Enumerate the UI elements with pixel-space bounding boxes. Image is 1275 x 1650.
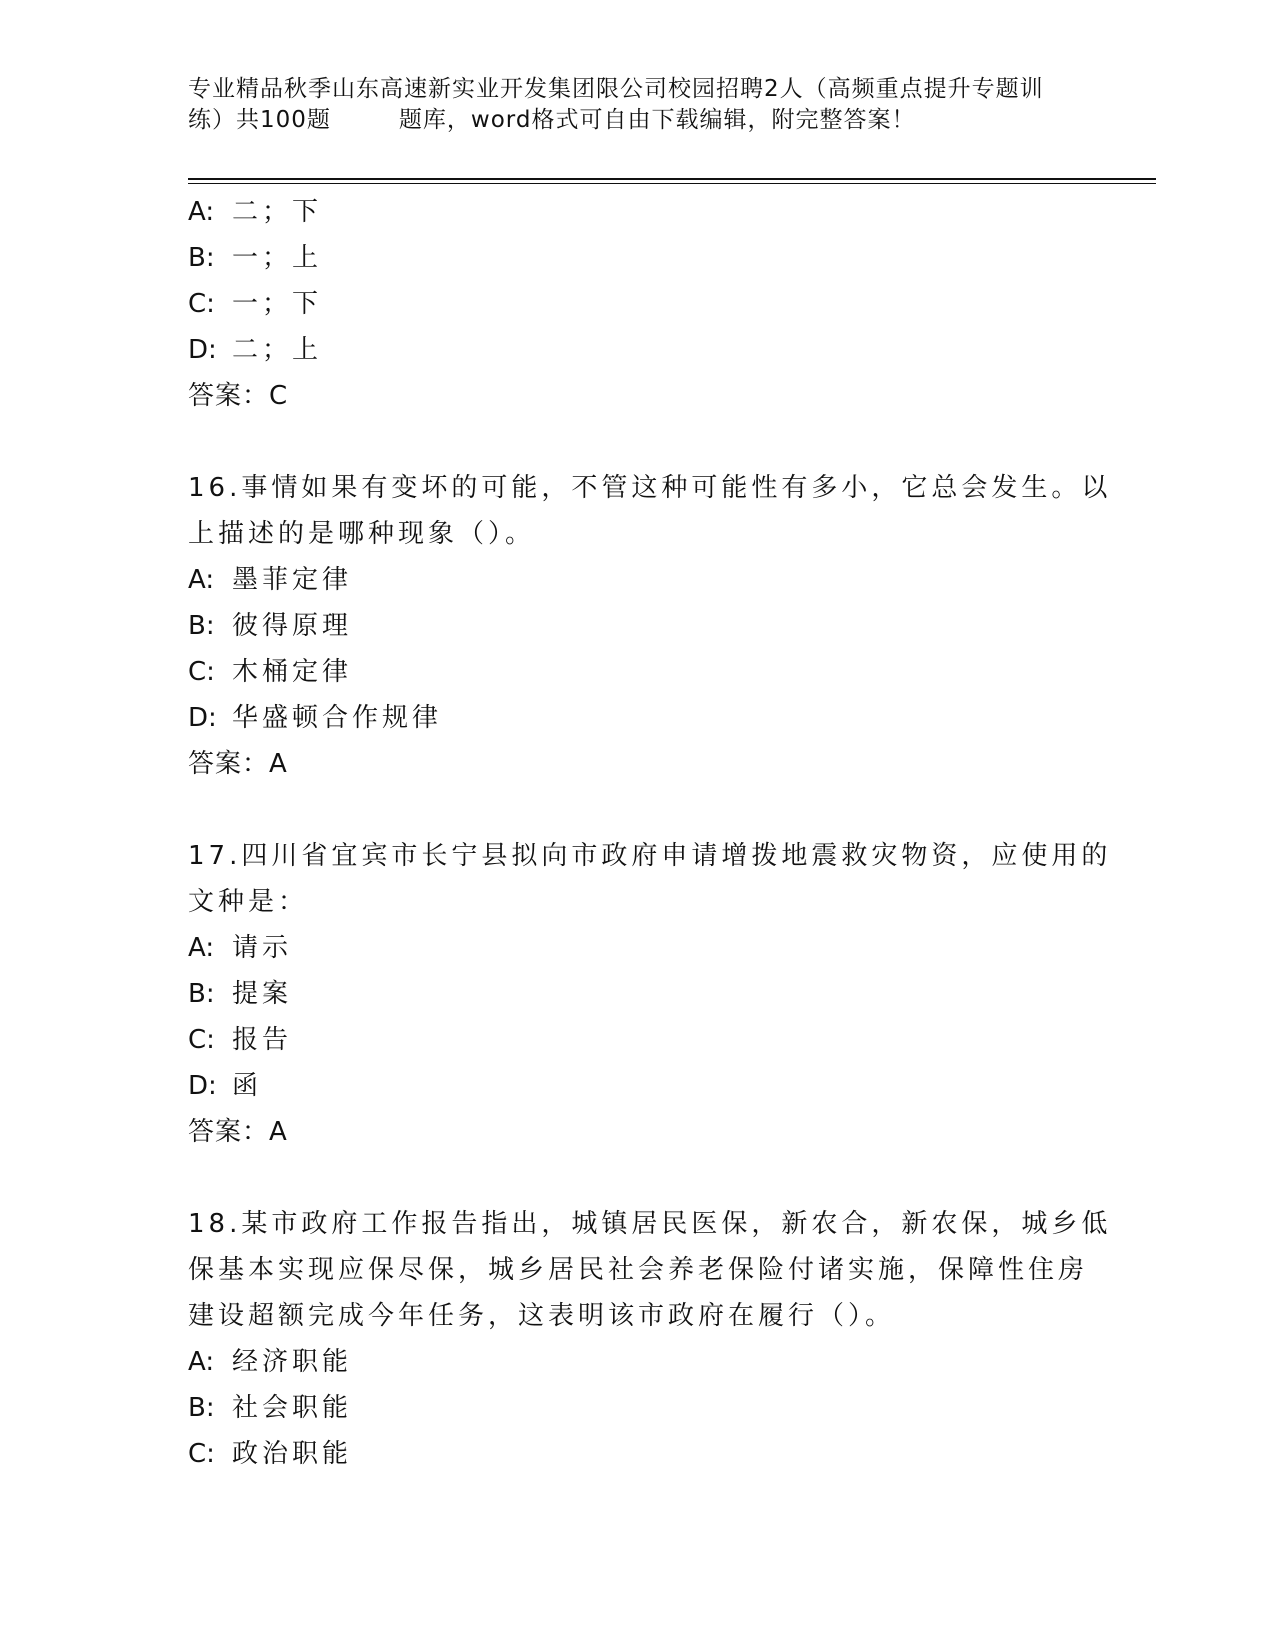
header-line-2b: 题库，word格式可自由下载编辑，附完整答案！ [398, 107, 916, 133]
question-stem: 建设超额完成今年任务，这表明该市政府在履行（）。 [188, 1301, 896, 1331]
page-header [188, 74, 1088, 136]
option-c: C: 木桶定律 [188, 657, 353, 687]
option-a: A: 请示 [188, 933, 293, 963]
question-17 [188, 833, 1112, 1155]
option-c: C: 报告 [188, 1025, 293, 1055]
question-15 [188, 189, 1088, 419]
option-d: D: 函 [188, 1071, 263, 1101]
header-divider [188, 178, 1156, 180]
question-stem: 16.事情如果有变坏的可能，不管这种可能性有多小，它总会发生。以 [188, 473, 1112, 503]
option-c: C: 一；下 [188, 289, 323, 319]
option-b: B: 彼得原理 [188, 611, 353, 641]
option-b: B: 一；上 [188, 243, 323, 273]
option-d: D: 二；上 [188, 335, 323, 365]
answer: 答案：A [188, 1117, 288, 1147]
option-a: A: 经济职能 [188, 1347, 353, 1377]
question-stem: 18.某市政府工作报告指出，城镇居民医保，新农合，新农保，城乡低 [188, 1209, 1112, 1239]
header-line-2a: 练）共100题 [188, 107, 331, 133]
option-d: D: 华盛顿合作规律 [188, 703, 443, 733]
answer: 答案：A [188, 749, 288, 779]
answer: 答案：C [188, 381, 289, 411]
option-a: A: 墨菲定律 [188, 565, 353, 595]
question-stem: 上描述的是哪种现象（）。 [188, 519, 536, 549]
header-line-2 [188, 105, 1088, 136]
option-a: A: 二；下 [188, 197, 323, 227]
question-stem: 保基本实现应保尽保，城乡居民社会养老保险付诸实施，保障性住房 [188, 1255, 1089, 1285]
question-18 [188, 1201, 1112, 1477]
header-divider-thin [188, 183, 1156, 184]
question-16 [188, 465, 1112, 787]
question-stem: 17.四川省宜宾市长宁县拟向市政府申请增拨地震救灾物资，应使用的 [188, 841, 1112, 871]
header-line-1: 专业精品秋季山东高速新实业开发集团限公司校园招聘2人（高频重点提升专题训 [188, 76, 1044, 102]
option-b: B: 提案 [188, 979, 293, 1009]
option-c: C: 政治职能 [188, 1439, 353, 1469]
question-list [188, 189, 1112, 1477]
option-b: B: 社会职能 [188, 1393, 353, 1423]
question-stem: 文种是： [188, 887, 309, 917]
